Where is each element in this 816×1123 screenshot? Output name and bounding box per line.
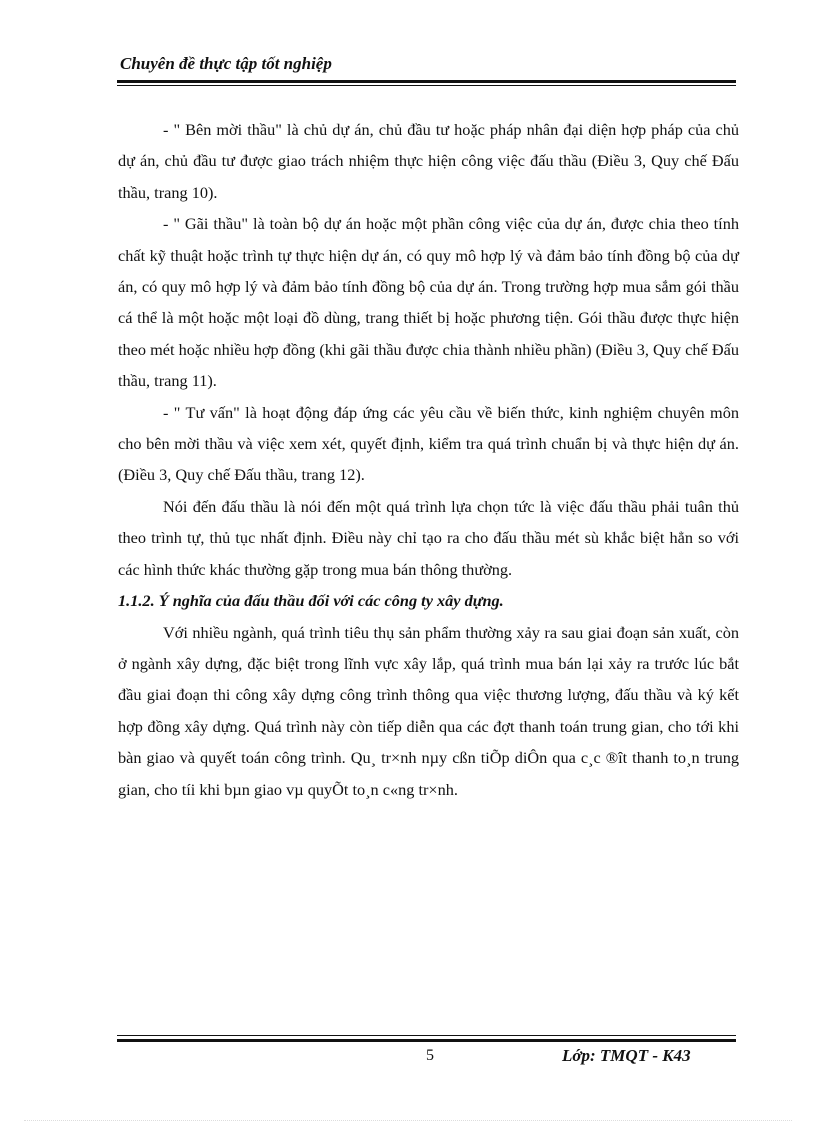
page-edge-divider (24, 1120, 792, 1121)
page-number: 5 (426, 1047, 434, 1064)
section-heading: 1.1.2. Ý nghĩa của đấu thầu đối với các công ty xây dựng. (118, 591, 504, 611)
class-label: Lớp: TMQT - K43 (562, 1046, 691, 1065)
footer-rule-thick (117, 1039, 736, 1042)
paragraph-goi-thau: - " Gãi thầu" là toàn bộ dự án hoặc một phần công việc của dự án, được chia theo tính chất kỹ thuật hoặc trình tự thực hiện dự án, có quy mô hợp lý và đảm bảo tính đồng bộ của dự án, có quy mô hợp lý và đảm bảo tính đồng bộ của dự án. Trong trường hợp mua sắm gói thầu cá thể là một hoặc một loại đồ dùng, trang thiết bị hoặc phương tiện. Gói thầu được thực hiện theo mét hoặc nhiều hợp đồng (khi gãi thầu được chia thành nhiều phần) (Điều 3, Quy chế Đấu thầu, trang 11). (118, 214, 739, 391)
header-rule-thick (117, 80, 736, 83)
header-title: Chuyên đề thực tập tốt nghiệp (120, 54, 332, 73)
paragraph-y-nghia: Với nhiều ngành, quá trình tiêu thụ sản phẩm thường xảy ra sau giai đoạn sản xuất, còn ở ngành xây dựng, đặc biệt trong lĩnh vực xây lắp, quá trình mua bán lại xảy ra trước lúc bắt đầu giai đoạn thi công xây dựng công trình thông qua việc thương lượng, đấu thầu và ký kết hợp đồng xây dựng. Quá trình này còn tiếp diễn qua các đợt thanh toán trung gian, cho tới khi bàn giao và quyết toán công trình. Qu¸ tr×nh nµy cßn tiÕp diÔn qua c¸c ®ît thanh to¸n trung gian, cho tíi khi bµn giao vµ quyÕt to¸n c«ng tr×nh. (118, 622, 739, 799)
paragraph-ben-moi-thau: - " Bên mời thầu" là chủ dự án, chủ đầu tư hoặc pháp nhân đại diện hợp pháp của chủ dự án, chủ đầu tư được giao trách nhiệm thực hiện công việc đấu thầu (Điều 3, Quy chế Đấu thầu, trang 10). (118, 120, 739, 202)
paragraph-noi-den-dau-thau: Nói đến đấu thầu là nói đến một quá trình lựa chọn tức là việc đấu thầu phải tuân thủ theo trình tự, thủ tục nhất định. Điều này chỉ tạo ra cho đấu thầu mét sù khắc biệt hẳn so với các hình thức khác thường gặp trong mua bán thông thường. (118, 496, 739, 579)
document-body (118, 114, 739, 805)
header-rule-thin (117, 85, 736, 86)
paragraph-tu-van: - " Tư vấn" là hoạt động đáp ứng các yêu cầu về biến thức, kinh nghiệm chuyên môn cho bên mời thầu và việc xem xét, quyết định, kiểm tra quá trình chuẩn bị và thực hiện dự án. (Điều 3, Quy chế Đấu thầu, trang 12). (118, 402, 739, 485)
footer-rule-thin (117, 1035, 736, 1036)
